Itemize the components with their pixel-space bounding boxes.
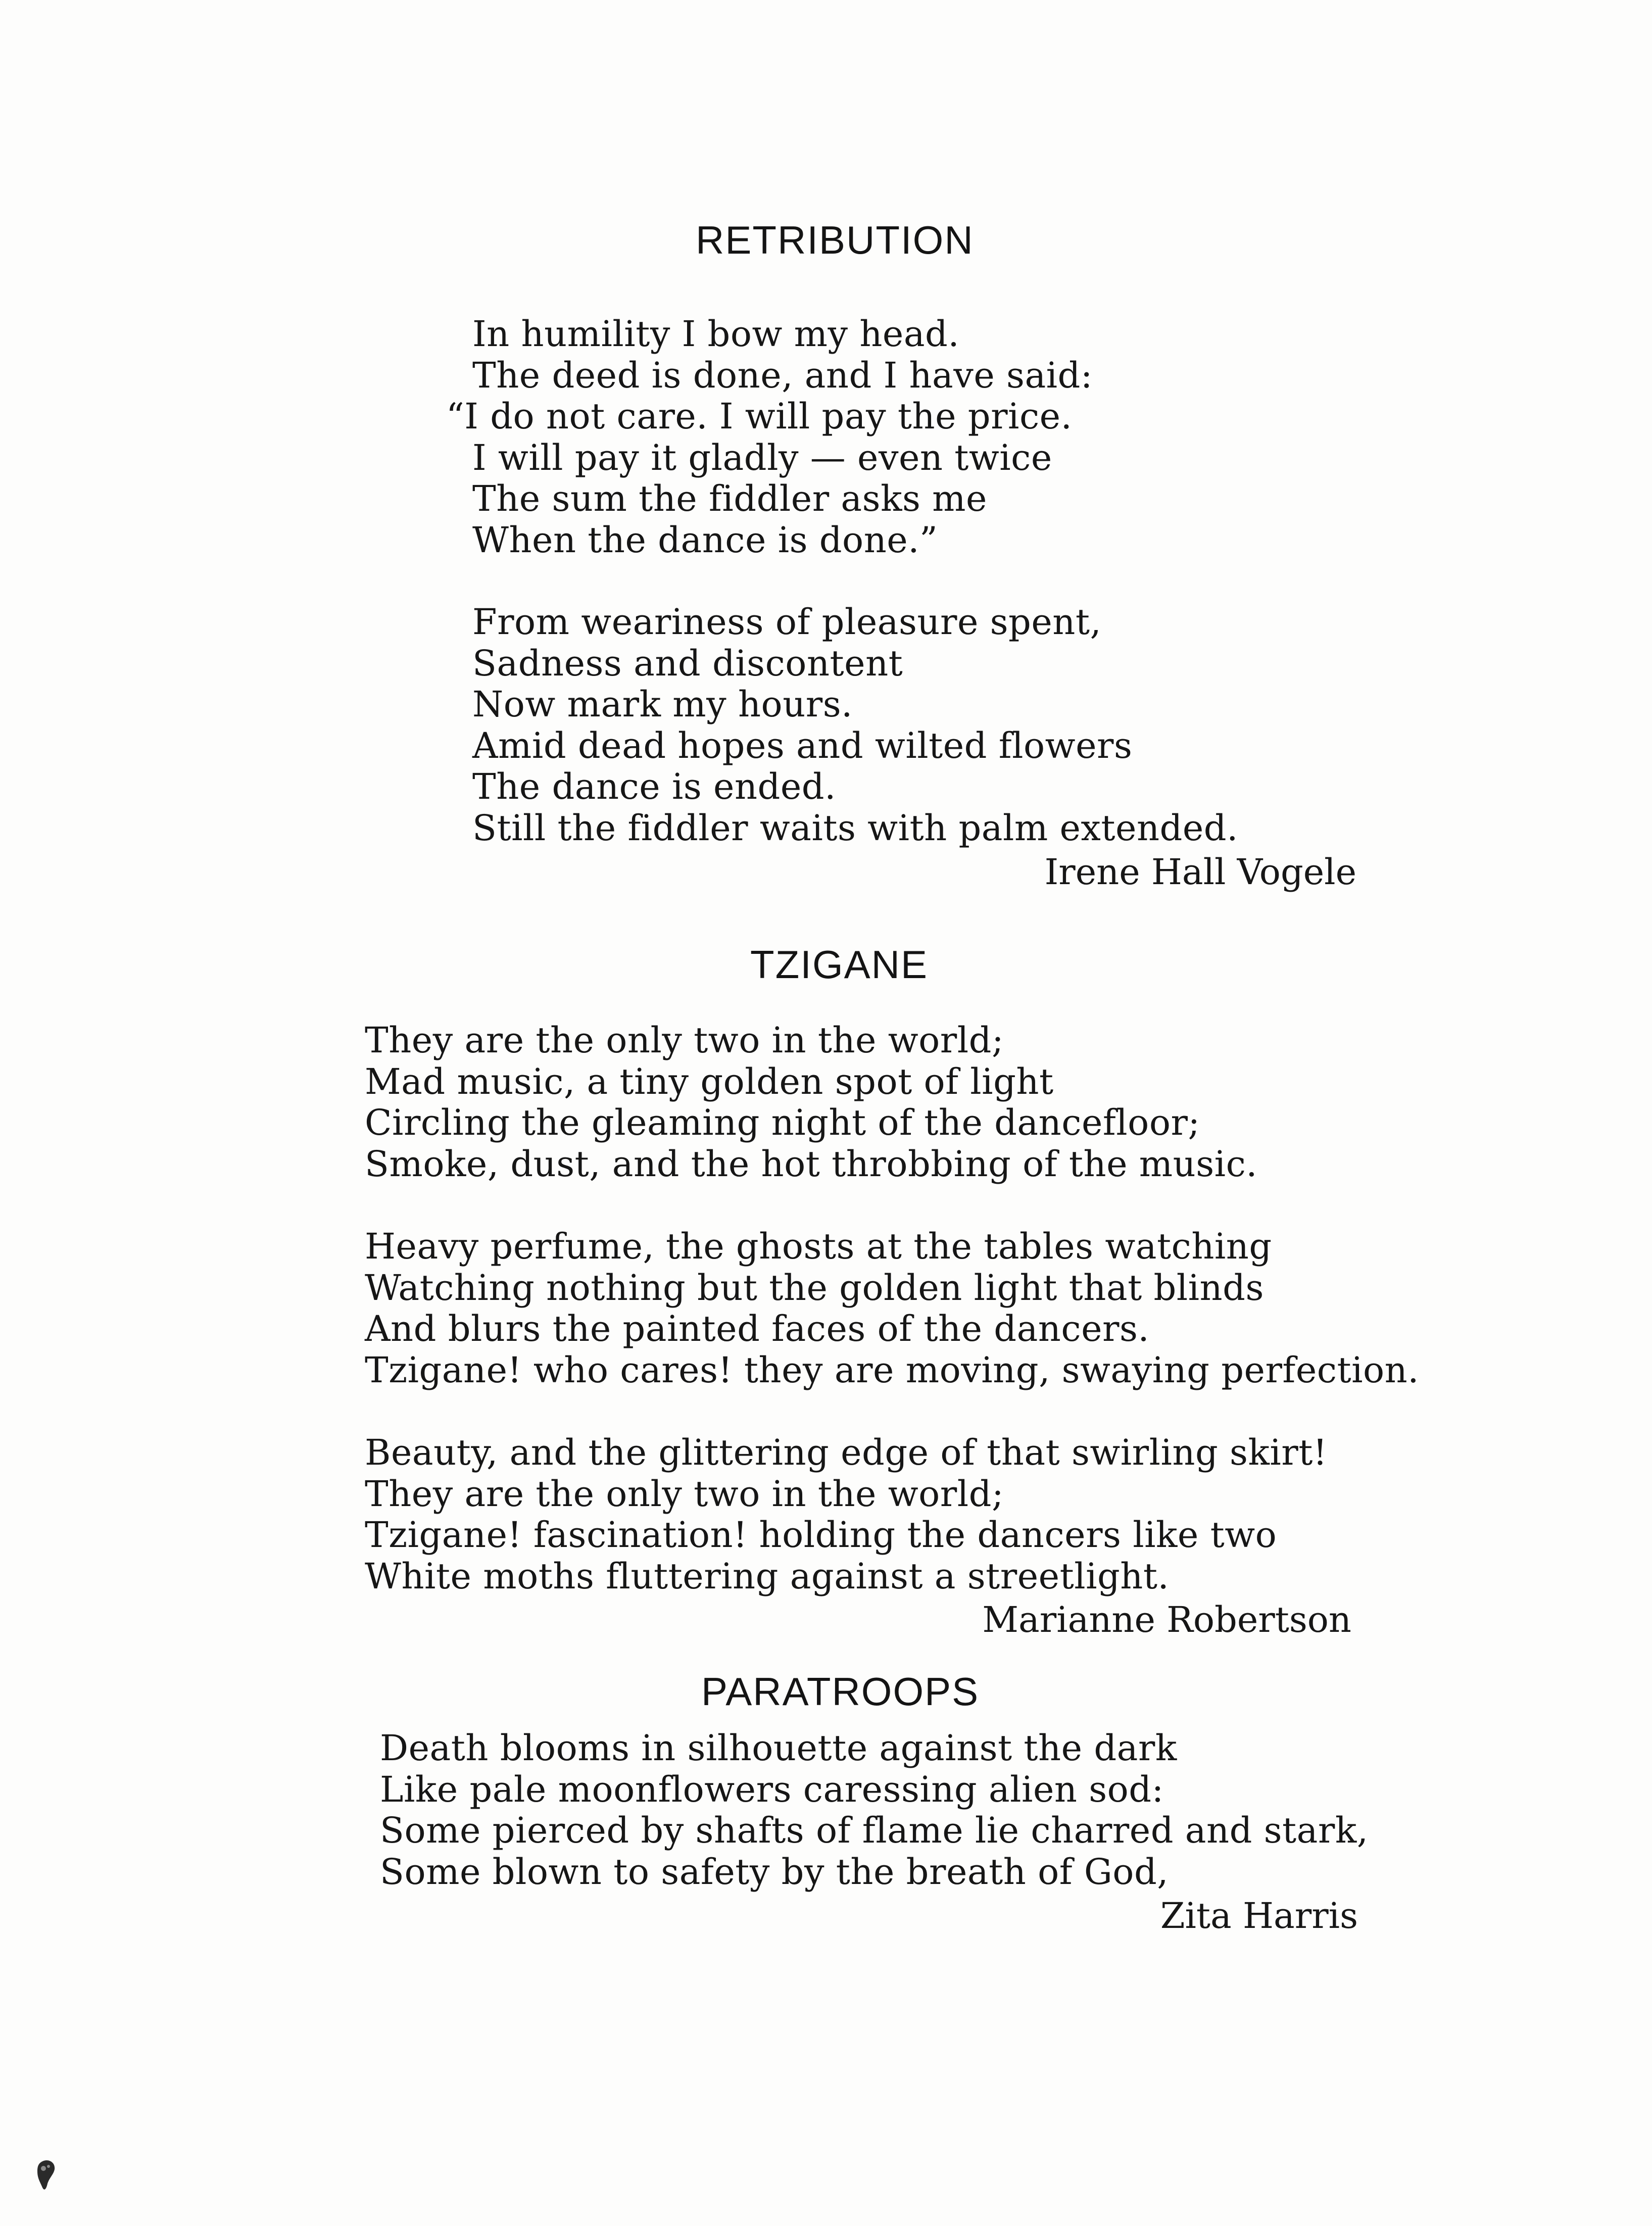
poem-line: Heavy perfume, the ghosts at the tables watching [365,1226,1272,1267]
poem-author-paratroops: Zita Harris [1160,1895,1358,1937]
poem-line: Now mark my hours. [472,684,853,725]
poem-line: Amid dead hopes and wilted flowers [472,724,1133,766]
poem-line: Watching nothing but the golden light that blinds [365,1267,1264,1309]
poem-line: White moths fluttering against a streetlight. [365,1555,1170,1597]
poem-line: Circling the gleaming night of the dancefloor; [365,1102,1200,1143]
poem-line: They are the only two in the world; [365,1020,1004,1061]
stanza-paratroops-1 [380,1728,1369,1893]
poem-line: Some pierced by shafts of flame lie charred and stark, [380,1810,1369,1851]
poem-line: They are the only two in the world; [365,1473,1004,1515]
poem-line: Like pale moonflowers caressing alien sod: [380,1768,1164,1810]
stanza-retribution-1 [446,313,1093,561]
poem-line: I will pay it gladly — even twice [472,437,1052,478]
poem-author-tzigane: Marianne Robertson [982,1599,1351,1640]
poem-line: Some blown to safety by the breath of God, [380,1851,1169,1893]
poem-line: From weariness of pleasure spent, [472,601,1102,643]
poem-line: The dance is ended. [472,766,836,807]
poem-line: Tzigane! who cares! they are moving, swaying perfection. [365,1349,1419,1391]
stanza-tzigane-3 [365,1432,1328,1597]
poem-title-tzigane: TZIGANE [750,942,929,987]
poem-line: Beauty, and the glittering edge of that swirling skirt! [365,1432,1328,1473]
poem-line: Still the fiddler waits with palm extended. [472,807,1238,849]
poem-line: Death blooms in silhouette against the dark [380,1727,1177,1769]
poem-line: And blurs the painted faces of the dancers. [365,1308,1150,1349]
ink-blot-icon [31,2156,62,2197]
stanza-tzigane-1 [365,1020,1257,1185]
poem-author-retribution: Irene Hall Vogele [1044,851,1356,893]
stanza-retribution-2 [472,602,1238,849]
poem-line: Sadness and discontent [472,642,903,684]
poem-line: When the dance is done.” [472,519,938,561]
poem-title-retribution: RETRIBUTION [696,218,974,262]
stanza-tzigane-2 [365,1226,1419,1391]
poem-line: “I do not care. I will pay the price. [446,396,1073,437]
poem-line: Tzigane! fascination! holding the dancers like two [365,1514,1277,1556]
poem-line: Smoke, dust, and the hot throbbing of the music. [365,1143,1258,1185]
poem-line: Mad music, a tiny golden spot of light [365,1060,1054,1102]
poem-line: The sum the fiddler asks me [472,478,987,519]
poem-line: The deed is done, and I have said: [472,354,1093,396]
poem-title-paratroops: PARATROOPS [701,1669,980,1714]
poem-line: In humility I bow my head. [472,313,960,355]
